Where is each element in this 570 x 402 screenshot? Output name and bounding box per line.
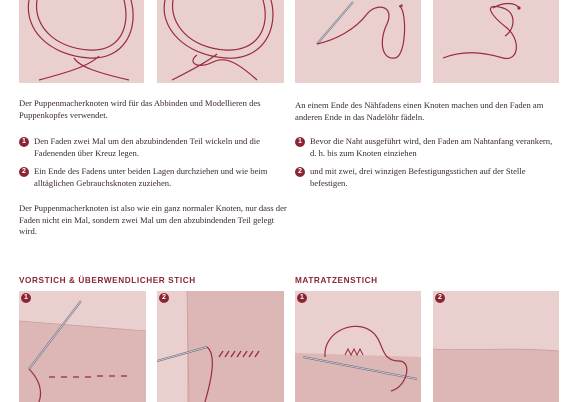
- illustration-matratzenstich-2: [433, 291, 559, 402]
- knot-tie-drawing: [157, 0, 284, 83]
- step-number-badge: 1: [19, 137, 29, 147]
- illustration-needle-knot: [295, 0, 421, 83]
- illustration-knot-step-2: [157, 0, 284, 83]
- panel-number-badge: 2: [159, 293, 169, 303]
- left-step-1: [19, 136, 287, 159]
- needle-thread-drawing: [295, 0, 421, 83]
- illustration-thread-knot: [433, 0, 559, 83]
- puppenmacherknoten-intro: Der Puppenmacherknoten wird für das Abbinden und Modellieren des Puppenkopfes verwendet.: [19, 98, 261, 120]
- step-number-badge: 2: [19, 167, 29, 177]
- step-number-badge: 2: [295, 167, 305, 177]
- illustration-vorstich-1: [19, 291, 146, 402]
- step-number-badge: 1: [295, 137, 305, 147]
- knot-wrap-drawing: [19, 0, 144, 83]
- illustration-vorstich-2: [157, 291, 284, 402]
- illustration-matratzenstich-1: [295, 291, 421, 402]
- left-step-2: [19, 166, 287, 189]
- right-step-1-text: Bevor die Naht ausgeführt wird, den Faden am Nahtanfang verankern, d. h. bis zum Knoten einziehen: [310, 136, 553, 158]
- right-step-2-text: und mit zwei, drei winzigen Befestigungsstichen auf der Stelle befestigen.: [310, 166, 526, 188]
- vorstich-drawing: [19, 291, 146, 402]
- panel-number-badge: 1: [21, 293, 31, 303]
- thread-knot-drawing: [433, 0, 559, 83]
- naehfaden-intro: An einem Ende des Nähfadens einen Knoten machen und den Faden am anderen Ende in das Nadelöhr fädeln.: [295, 100, 544, 122]
- panel-number-badge: 2: [435, 293, 445, 303]
- right-step-1: [295, 136, 560, 159]
- matratzenstich-drawing-2: [433, 291, 559, 402]
- right-step-2: [295, 166, 560, 189]
- section-heading-vorstich: VORSTICH & ÜBERWENDLICHER STICH: [19, 276, 196, 285]
- section-heading-matratzenstich: MATRATZENSTICH: [295, 276, 378, 285]
- left-step-2-text: Ein Ende des Fadens unter beiden Lagen durchziehen und wie beim alltäglichen Gebrauchsknoten zuziehen.: [34, 166, 268, 188]
- left-step-1-text: Den Faden zwei Mal um den abzubindenden Teil wickeln und die Fadenenden über Kreuz legen.: [34, 136, 260, 158]
- ueberwendlicher-stich-drawing: [157, 291, 284, 402]
- illustration-knot-step-1: [19, 0, 144, 83]
- matratzenstich-drawing-1: [295, 291, 421, 402]
- panel-number-badge: 1: [297, 293, 307, 303]
- puppenmacherknoten-outro: Der Puppenmacherknoten ist also wie ein ganz normaler Knoten, nur dass der Faden nicht ein Mal, sondern zwei Mal um den abzubindenden Teil gelegt wird.: [19, 203, 287, 237]
